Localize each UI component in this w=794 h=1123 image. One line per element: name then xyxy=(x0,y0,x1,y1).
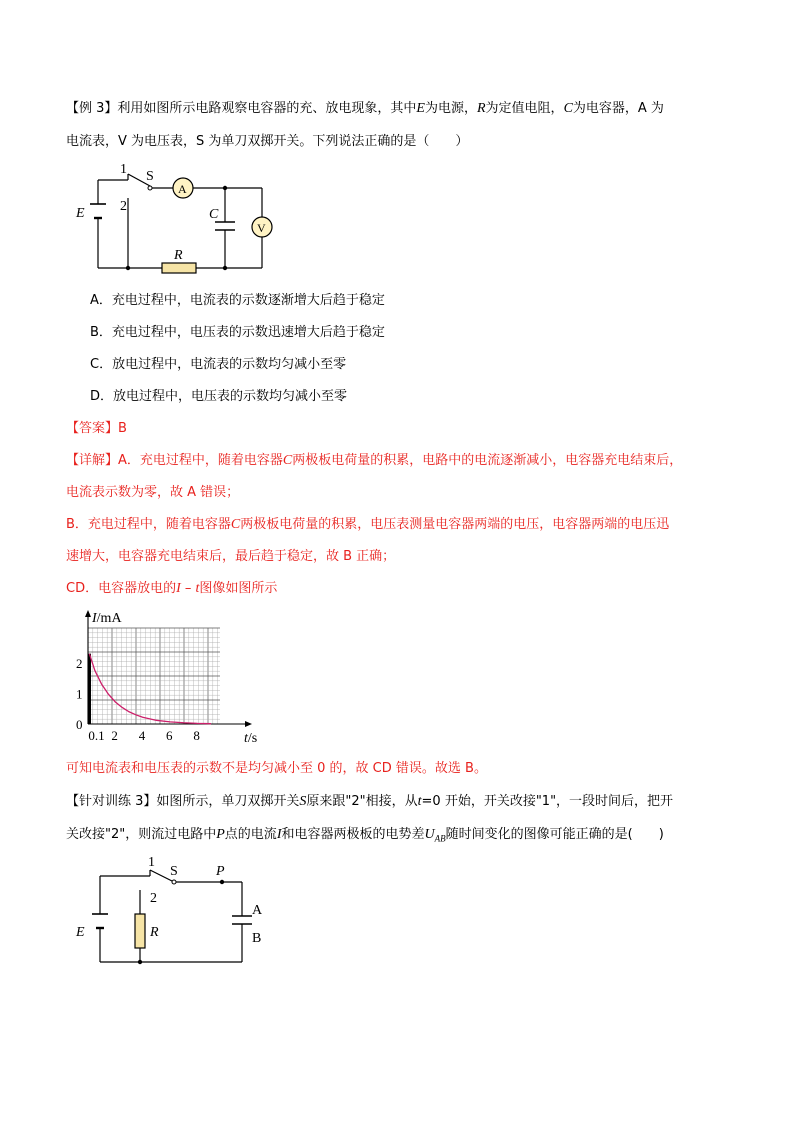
x-tick-label: 0.1 xyxy=(88,728,105,743)
x-axis-label: t/s xyxy=(244,731,258,746)
option-b: B．充电过程中，电压表的示数迅速增大后趋于稳定 xyxy=(90,325,385,340)
y-tick-label: 0 xyxy=(76,717,83,732)
answer: 【答案】B xyxy=(66,421,127,436)
practice-line-2: 关改接"2"，则流过电路中P点的电流I和电容器两极板的电势差$U_{AB}$随时间变化的图像可能正确的是( ) xyxy=(66,827,664,844)
point-p-label: P xyxy=(216,864,225,879)
circuit-diagram-2 xyxy=(70,852,280,972)
option-a: A．充电过程中，电流表的示数逐渐增大后趋于稳定 xyxy=(90,293,385,308)
x-tick-label: 2 xyxy=(111,728,118,743)
option-d: D．放电过程中，电压表的示数均匀减小至零 xyxy=(90,389,348,404)
discharge-chart xyxy=(68,606,268,746)
explanation-conclusion: 可知电流表和电压表的示数不是均匀减小至 0 的，故 CD 错误。故选 B。 xyxy=(66,761,487,776)
explanation-cd-line: CD．电容器放电的I – t图像如图所示 xyxy=(66,581,278,596)
y-axis-label: I/mA xyxy=(92,611,122,626)
battery-label: E xyxy=(76,206,85,221)
circuit-diagram-1 xyxy=(70,160,280,275)
initial-region-bar xyxy=(88,654,91,724)
terminal-1-label: 1 xyxy=(148,855,155,870)
x-tick-label: 8 xyxy=(193,728,200,743)
terminal-2-label: 2 xyxy=(150,891,157,906)
terminal-1-label: 1 xyxy=(120,162,127,177)
x-tick-label: 4 xyxy=(138,728,146,743)
x-tick-label: 6 xyxy=(166,728,173,743)
resistor-icon xyxy=(162,263,196,273)
terminal-2-label: 2 xyxy=(120,199,127,214)
option-c: C．放电过程中，电流表的示数均匀减小至零 xyxy=(90,357,347,372)
explanation-b-line-1: B．充电过程中，随着电容器C两极板电荷量的积累，电压表测量电容器两端的电压，电容器两端的电压迅 xyxy=(66,517,670,532)
ammeter-label: A xyxy=(178,182,187,196)
resistor-icon xyxy=(135,914,145,948)
explanation-a-line-1: 【详解】A．充电过程中，随着电容器C两极板电荷量的积累，电路中的电流逐渐减小，电容器充电结束后， xyxy=(66,453,683,468)
plate-a-label: A xyxy=(252,903,263,918)
voltmeter-label: V xyxy=(257,221,266,235)
switch-pivot xyxy=(172,880,176,884)
battery-label: E xyxy=(76,925,85,940)
switch-label: S xyxy=(170,864,178,879)
x-axis-arrow xyxy=(245,721,252,727)
example-line-2: 电流表，V 为电压表，S 为单刀双掷开关。下列说法正确的是（ ） xyxy=(66,134,469,149)
switch-label: S xyxy=(146,169,154,184)
switch-pivot xyxy=(148,186,152,190)
y-tick-label: 1 xyxy=(76,686,83,702)
resistor-label: R xyxy=(150,925,159,940)
y-tick-label: 2 xyxy=(76,655,83,671)
capacitor-label: C xyxy=(209,207,219,222)
resistor-label: R xyxy=(174,248,183,263)
explanation-a-line-2: 电流表示数为零，故 A 错误； xyxy=(66,485,240,500)
plate-b-label: B xyxy=(252,931,262,946)
y-axis-arrow xyxy=(85,610,91,617)
example-line-1: 【例 3】利用如图所示电路观察电容器的充、放电现象，其中E为电源，R为定值电阻，C为电容器，A 为 xyxy=(66,101,664,116)
explanation-b-line-2: 速增大，电容器充电结束后，最后趋于稳定，故 B 正确； xyxy=(66,549,396,564)
practice-line-1: 【针对训练 3】如图所示，单刀双掷开关S原来跟"2"相接，从t=0 开始，开关改接"1"，一段时间后，把开 xyxy=(66,794,674,809)
